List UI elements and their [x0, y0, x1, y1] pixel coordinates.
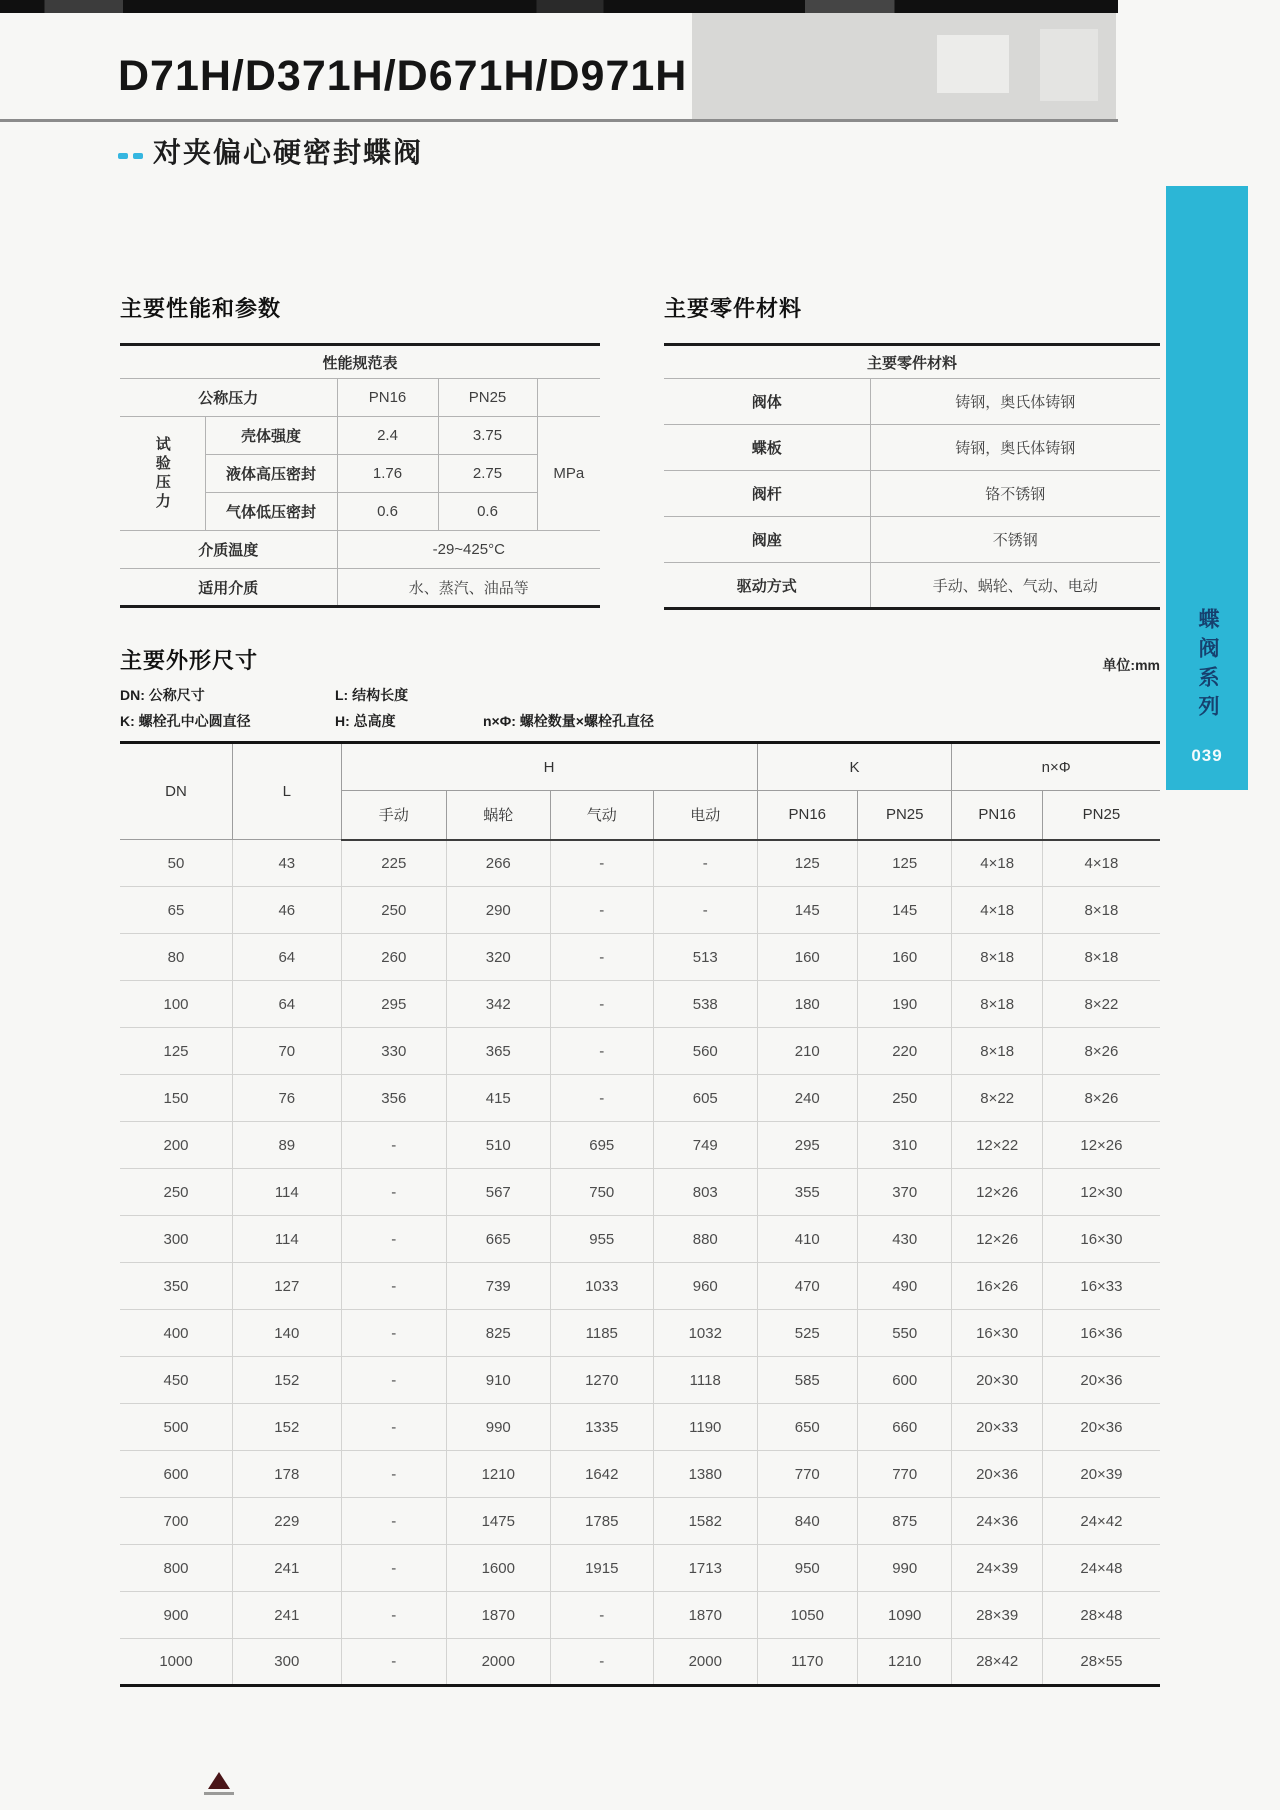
value-cell: 0.6: [438, 493, 537, 531]
nominal-pressure-label: 公称压力: [120, 379, 337, 417]
table-row: [120, 417, 600, 455]
dim-value-cell: 825: [447, 1310, 550, 1357]
dim-value-cell: 410: [757, 1216, 857, 1263]
col-header-nphi-pn16: PN16: [952, 791, 1042, 840]
table-row: [120, 379, 600, 417]
dim-value-cell: -: [341, 1451, 447, 1498]
table-row: [120, 1169, 1160, 1216]
dim-value-cell: 320: [447, 934, 550, 981]
dim-value-cell: 600: [857, 1357, 951, 1404]
dim-value-cell: 220: [857, 1028, 951, 1075]
dim-value-cell: 510: [447, 1122, 550, 1169]
dim-value-cell: 4×18: [1042, 840, 1160, 887]
table-row: [120, 1122, 1160, 1169]
dim-value-cell: 100: [120, 981, 233, 1028]
dim-value-cell: 650: [757, 1404, 857, 1451]
table-row: [120, 1592, 1160, 1639]
materials-section: [664, 292, 1160, 610]
dim-value-cell: 300: [120, 1216, 233, 1263]
table-row: [120, 1263, 1160, 1310]
dim-value-cell: 260: [341, 934, 447, 981]
dim-value-cell: 8×18: [1042, 887, 1160, 934]
dim-value-cell: 840: [757, 1498, 857, 1545]
dim-value-cell: -: [550, 1592, 653, 1639]
dim-value-cell: 350: [120, 1263, 233, 1310]
dim-value-cell: 513: [654, 934, 758, 981]
dimensions-section: [120, 644, 1160, 1687]
dim-value-cell: 356: [341, 1075, 447, 1122]
dim-value-cell: 295: [757, 1122, 857, 1169]
dim-value-cell: 114: [233, 1216, 342, 1263]
value-cell: 3.75: [438, 417, 537, 455]
dim-value-cell: 960: [654, 1263, 758, 1310]
dim-value-cell: 342: [447, 981, 550, 1028]
dim-value-cell: 355: [757, 1169, 857, 1216]
dim-value-cell: -: [550, 1075, 653, 1122]
empty-cell: [537, 379, 600, 417]
dim-value-cell: -: [654, 887, 758, 934]
dim-value-cell: -: [550, 934, 653, 981]
pn25-header: PN25: [438, 379, 537, 417]
dim-value-cell: 210: [757, 1028, 857, 1075]
table-row: [664, 425, 1160, 471]
col-header-pneumatic: 气动: [550, 791, 653, 840]
dim-value-cell: 8×18: [952, 981, 1042, 1028]
dim-value-cell: 8×18: [1042, 934, 1160, 981]
dim-value-cell: 1000: [120, 1639, 233, 1686]
value-cell: 手动、蜗轮、气动、电动: [870, 563, 1160, 609]
dim-value-cell: 50: [120, 840, 233, 887]
dimensions-table: [120, 741, 1160, 1687]
dim-value-cell: -: [341, 1122, 447, 1169]
dim-value-cell: 180: [757, 981, 857, 1028]
dim-value-cell: 76: [233, 1075, 342, 1122]
dim-value-cell: 145: [857, 887, 951, 934]
dim-value-cell: 229: [233, 1498, 342, 1545]
dim-value-cell: 803: [654, 1169, 758, 1216]
table-row: [120, 934, 1160, 981]
dimensions-legend: [120, 685, 1160, 731]
table-row: [120, 1028, 1160, 1075]
dim-value-cell: 490: [857, 1263, 951, 1310]
dim-value-cell: 4×18: [952, 887, 1042, 934]
dim-value-cell: 770: [857, 1451, 951, 1498]
dim-value-cell: 8×22: [1042, 981, 1160, 1028]
dim-value-cell: -: [550, 1639, 653, 1686]
dim-value-cell: -: [341, 1498, 447, 1545]
dim-value-cell: 43: [233, 840, 342, 887]
dim-value-cell: 241: [233, 1545, 342, 1592]
row-label: 阀座: [664, 517, 870, 563]
dim-value-cell: 695: [550, 1122, 653, 1169]
dim-value-cell: 365: [447, 1028, 550, 1075]
legend-item: n×Φ: 螺栓数量×螺栓孔直径: [483, 713, 654, 729]
row-label: 阀体: [664, 379, 870, 425]
dim-value-cell: 28×55: [1042, 1639, 1160, 1686]
dim-value-cell: 990: [447, 1404, 550, 1451]
value-cell: 铸钢，奥氏体铸钢: [870, 379, 1160, 425]
dim-value-cell: -: [341, 1216, 447, 1263]
performance-table: [120, 343, 600, 608]
dim-value-cell: 1335: [550, 1404, 653, 1451]
row-label: 驱动方式: [664, 563, 870, 609]
dim-value-cell: 140: [233, 1310, 342, 1357]
title-background-block: [692, 13, 1116, 120]
dim-value-cell: 160: [757, 934, 857, 981]
dim-value-cell: 28×42: [952, 1639, 1042, 1686]
dim-value-cell: 24×42: [1042, 1498, 1160, 1545]
dim-value-cell: 585: [757, 1357, 857, 1404]
dim-value-cell: 1380: [654, 1451, 758, 1498]
dim-value-cell: 4×18: [952, 840, 1042, 887]
dim-value-cell: 8×18: [952, 934, 1042, 981]
unit-cell: MPa: [537, 417, 600, 531]
dim-value-cell: 160: [857, 934, 951, 981]
legend-item: DN: 公称尺寸: [120, 687, 205, 703]
dims-table-body: [120, 840, 1160, 1686]
dim-value-cell: 12×26: [952, 1169, 1042, 1216]
table-row: [120, 1545, 1160, 1592]
dim-value-cell: 12×22: [952, 1122, 1042, 1169]
legend-item: H: 总高度: [335, 713, 396, 729]
dim-value-cell: 20×36: [1042, 1357, 1160, 1404]
table-row: [120, 1075, 1160, 1122]
table-row: [120, 887, 1160, 934]
dim-value-cell: 46: [233, 887, 342, 934]
dim-value-cell: 1582: [654, 1498, 758, 1545]
dim-value-cell: 1210: [447, 1451, 550, 1498]
dim-value-cell: 64: [233, 981, 342, 1028]
subtitle-row: [118, 131, 423, 171]
unit-note: 单位:mm: [1102, 657, 1160, 673]
table-row: [120, 1216, 1160, 1263]
dim-value-cell: -: [341, 1357, 447, 1404]
dim-value-cell: 178: [233, 1451, 342, 1498]
dim-value-cell: 80: [120, 934, 233, 981]
row-label: 阀杆: [664, 471, 870, 517]
dim-value-cell: 125: [757, 840, 857, 887]
value-cell: 不锈钢: [870, 517, 1160, 563]
dim-value-cell: -: [341, 1310, 447, 1357]
dim-value-cell: 605: [654, 1075, 758, 1122]
dim-value-cell: 1210: [857, 1639, 951, 1686]
dim-value-cell: -: [341, 1263, 447, 1310]
dim-value-cell: 330: [341, 1028, 447, 1075]
value-cell: 2.4: [337, 417, 438, 455]
subtitle-marker-icon: [118, 153, 143, 159]
dim-value-cell: 8×22: [952, 1075, 1042, 1122]
dim-value-cell: 1785: [550, 1498, 653, 1545]
dim-value-cell: 152: [233, 1404, 342, 1451]
dim-value-cell: 700: [120, 1498, 233, 1545]
medium-label: 适用介质: [120, 569, 337, 607]
dim-value-cell: 500: [120, 1404, 233, 1451]
table-row: [120, 1498, 1160, 1545]
page-subtitle: 对夹偏心硬密封蝶阀: [153, 137, 424, 168]
materials-table-title: 主要零件材料: [664, 345, 1160, 379]
legend-item: L: 结构长度: [335, 687, 409, 703]
dim-value-cell: 16×36: [1042, 1310, 1160, 1357]
dim-value-cell: -: [550, 887, 653, 934]
dim-value-cell: 550: [857, 1310, 951, 1357]
materials-section-title: 主要零件材料: [664, 296, 803, 321]
top-scan-strip: [0, 0, 1118, 13]
dim-value-cell: 1190: [654, 1404, 758, 1451]
row-label: 液体高压密封: [205, 455, 337, 493]
dim-value-cell: 127: [233, 1263, 342, 1310]
col-header-nphi-pn25: PN25: [1042, 791, 1160, 840]
dim-value-cell: 770: [757, 1451, 857, 1498]
col-header-wormgear: 蜗轮: [447, 791, 550, 840]
table-row: [664, 471, 1160, 517]
dim-value-cell: 20×30: [952, 1357, 1042, 1404]
dim-value-cell: 1033: [550, 1263, 653, 1310]
dim-value-cell: -: [341, 1404, 447, 1451]
dim-value-cell: 241: [233, 1592, 342, 1639]
dim-value-cell: -: [550, 840, 653, 887]
dim-value-cell: 950: [757, 1545, 857, 1592]
value-cell: 铬不锈钢: [870, 471, 1160, 517]
dim-value-cell: 16×33: [1042, 1263, 1160, 1310]
dim-value-cell: 240: [757, 1075, 857, 1122]
medium-temp-label: 介质温度: [120, 531, 337, 569]
col-group-nphi: n×Φ: [952, 743, 1160, 791]
col-group-h: H: [341, 743, 757, 791]
dim-value-cell: 665: [447, 1216, 550, 1263]
value-cell: 铸钢，奥氏体铸钢: [870, 425, 1160, 471]
dim-value-cell: 114: [233, 1169, 342, 1216]
dim-value-cell: -: [550, 981, 653, 1028]
col-header-electric: 电动: [654, 791, 758, 840]
dim-value-cell: 250: [341, 887, 447, 934]
dim-value-cell: 125: [857, 840, 951, 887]
dim-value-cell: 2000: [447, 1639, 550, 1686]
dim-value-cell: 450: [120, 1357, 233, 1404]
dim-value-cell: 24×39: [952, 1545, 1042, 1592]
table-row: [120, 1357, 1160, 1404]
table-row: [120, 569, 600, 607]
row-label: 蝶板: [664, 425, 870, 471]
dim-value-cell: 64: [233, 934, 342, 981]
dim-value-cell: -: [341, 1639, 447, 1686]
dim-value-cell: 8×26: [1042, 1075, 1160, 1122]
medium-temp-value: -29~425°C: [337, 531, 600, 569]
dim-value-cell: 20×33: [952, 1404, 1042, 1451]
dim-value-cell: 1185: [550, 1310, 653, 1357]
dim-value-cell: 125: [120, 1028, 233, 1075]
dim-value-cell: 525: [757, 1310, 857, 1357]
col-header-manual: 手动: [341, 791, 447, 840]
table-row: [120, 1404, 1160, 1451]
dimensions-section-title: 主要外形尺寸: [120, 648, 259, 673]
col-header-dn: DN: [120, 743, 233, 840]
dim-value-cell: 750: [550, 1169, 653, 1216]
dim-value-cell: 150: [120, 1075, 233, 1122]
dim-value-cell: 538: [654, 981, 758, 1028]
dim-value-cell: 470: [757, 1263, 857, 1310]
performance-table-title: 性能规范表: [120, 345, 600, 379]
col-header-k-pn16: PN16: [757, 791, 857, 840]
dim-value-cell: 955: [550, 1216, 653, 1263]
dim-value-cell: 415: [447, 1075, 550, 1122]
row-label: 壳体强度: [205, 417, 337, 455]
dim-value-cell: 1090: [857, 1592, 951, 1639]
dim-value-cell: 560: [654, 1028, 758, 1075]
dim-value-cell: 8×18: [952, 1028, 1042, 1075]
value-cell: 0.6: [337, 493, 438, 531]
row-label: 气体低压密封: [205, 493, 337, 531]
dim-value-cell: 12×26: [952, 1216, 1042, 1263]
dim-value-cell: 567: [447, 1169, 550, 1216]
series-sidebar: [1166, 186, 1248, 790]
dim-value-cell: 20×36: [1042, 1404, 1160, 1451]
dim-value-cell: 1270: [550, 1357, 653, 1404]
dim-value-cell: 16×30: [1042, 1216, 1160, 1263]
dim-value-cell: 1870: [654, 1592, 758, 1639]
dim-value-cell: 1050: [757, 1592, 857, 1639]
dim-value-cell: 900: [120, 1592, 233, 1639]
dim-value-cell: -: [341, 1545, 447, 1592]
table-row: [664, 563, 1160, 609]
dim-value-cell: 225: [341, 840, 447, 887]
value-cell: 1.76: [337, 455, 438, 493]
dim-value-cell: 24×36: [952, 1498, 1042, 1545]
dim-value-cell: 300: [233, 1639, 342, 1686]
dim-value-cell: 310: [857, 1122, 951, 1169]
dim-value-cell: 89: [233, 1122, 342, 1169]
table-row: [120, 981, 1160, 1028]
dim-value-cell: 266: [447, 840, 550, 887]
publisher-logo-bar: [204, 1792, 234, 1795]
dim-value-cell: 190: [857, 981, 951, 1028]
table-row: [664, 379, 1160, 425]
dim-value-cell: 660: [857, 1404, 951, 1451]
dim-value-cell: 875: [857, 1498, 951, 1545]
dim-value-cell: 1118: [654, 1357, 758, 1404]
performance-section: [120, 292, 600, 608]
dim-value-cell: 12×26: [1042, 1122, 1160, 1169]
dim-value-cell: -: [654, 840, 758, 887]
dim-value-cell: 295: [341, 981, 447, 1028]
table-row: [664, 345, 1160, 379]
dim-value-cell: 145: [757, 887, 857, 934]
materials-table: [664, 343, 1160, 610]
dim-value-cell: 152: [233, 1357, 342, 1404]
table-row: [120, 1639, 1160, 1686]
test-pressure-label: 试验压力: [120, 417, 205, 531]
dim-value-cell: 250: [857, 1075, 951, 1122]
dim-value-cell: 1713: [654, 1545, 758, 1592]
series-label: 蝶阀系列: [1196, 608, 1219, 724]
medium-value: 水、蒸汽、油品等: [337, 569, 600, 607]
table-header-row: [120, 743, 1160, 791]
dim-value-cell: -: [341, 1169, 447, 1216]
legend-item: K: 螺栓孔中心圆直径: [120, 713, 251, 729]
dim-value-cell: 749: [654, 1122, 758, 1169]
table-row: [664, 517, 1160, 563]
dim-value-cell: 290: [447, 887, 550, 934]
dim-value-cell: 2000: [654, 1639, 758, 1686]
dim-value-cell: 1870: [447, 1592, 550, 1639]
dim-value-cell: 600: [120, 1451, 233, 1498]
dim-value-cell: 16×30: [952, 1310, 1042, 1357]
dim-value-cell: 880: [654, 1216, 758, 1263]
dim-value-cell: 800: [120, 1545, 233, 1592]
dim-value-cell: 1642: [550, 1451, 653, 1498]
pn16-header: PN16: [337, 379, 438, 417]
value-cell: 2.75: [438, 455, 537, 493]
col-header-k-pn25: PN25: [857, 791, 951, 840]
dim-value-cell: 70: [233, 1028, 342, 1075]
publisher-logo-icon: [208, 1772, 230, 1789]
dim-value-cell: 739: [447, 1263, 550, 1310]
dim-value-cell: -: [341, 1592, 447, 1639]
dim-value-cell: 8×26: [1042, 1028, 1160, 1075]
dim-value-cell: 370: [857, 1169, 951, 1216]
dim-value-cell: 1915: [550, 1545, 653, 1592]
dim-value-cell: 12×30: [1042, 1169, 1160, 1216]
dim-value-cell: 1032: [654, 1310, 758, 1357]
page-title: D71H/D371H/D671H/D971H: [118, 52, 688, 100]
dim-value-cell: 1170: [757, 1639, 857, 1686]
col-header-l: L: [233, 743, 342, 840]
page-number: 039: [1191, 746, 1223, 765]
table-row: [120, 345, 600, 379]
dim-value-cell: 16×26: [952, 1263, 1042, 1310]
table-row: [120, 1310, 1160, 1357]
dim-value-cell: -: [550, 1028, 653, 1075]
dim-value-cell: 990: [857, 1545, 951, 1592]
dim-value-cell: 1600: [447, 1545, 550, 1592]
dim-value-cell: 65: [120, 887, 233, 934]
dim-value-cell: 1475: [447, 1498, 550, 1545]
dim-value-cell: 200: [120, 1122, 233, 1169]
performance-section-title: 主要性能和参数: [120, 296, 282, 321]
table-row: [120, 840, 1160, 887]
dim-value-cell: 400: [120, 1310, 233, 1357]
dim-value-cell: 28×48: [1042, 1592, 1160, 1639]
title-divider: [0, 119, 1118, 122]
dim-value-cell: 28×39: [952, 1592, 1042, 1639]
dim-value-cell: 430: [857, 1216, 951, 1263]
dim-value-cell: 910: [447, 1357, 550, 1404]
dim-value-cell: 20×39: [1042, 1451, 1160, 1498]
dim-value-cell: 250: [120, 1169, 233, 1216]
col-group-k: K: [757, 743, 952, 791]
dim-value-cell: 24×48: [1042, 1545, 1160, 1592]
table-row: [120, 531, 600, 569]
dim-value-cell: 20×36: [952, 1451, 1042, 1498]
table-row: [120, 1451, 1160, 1498]
